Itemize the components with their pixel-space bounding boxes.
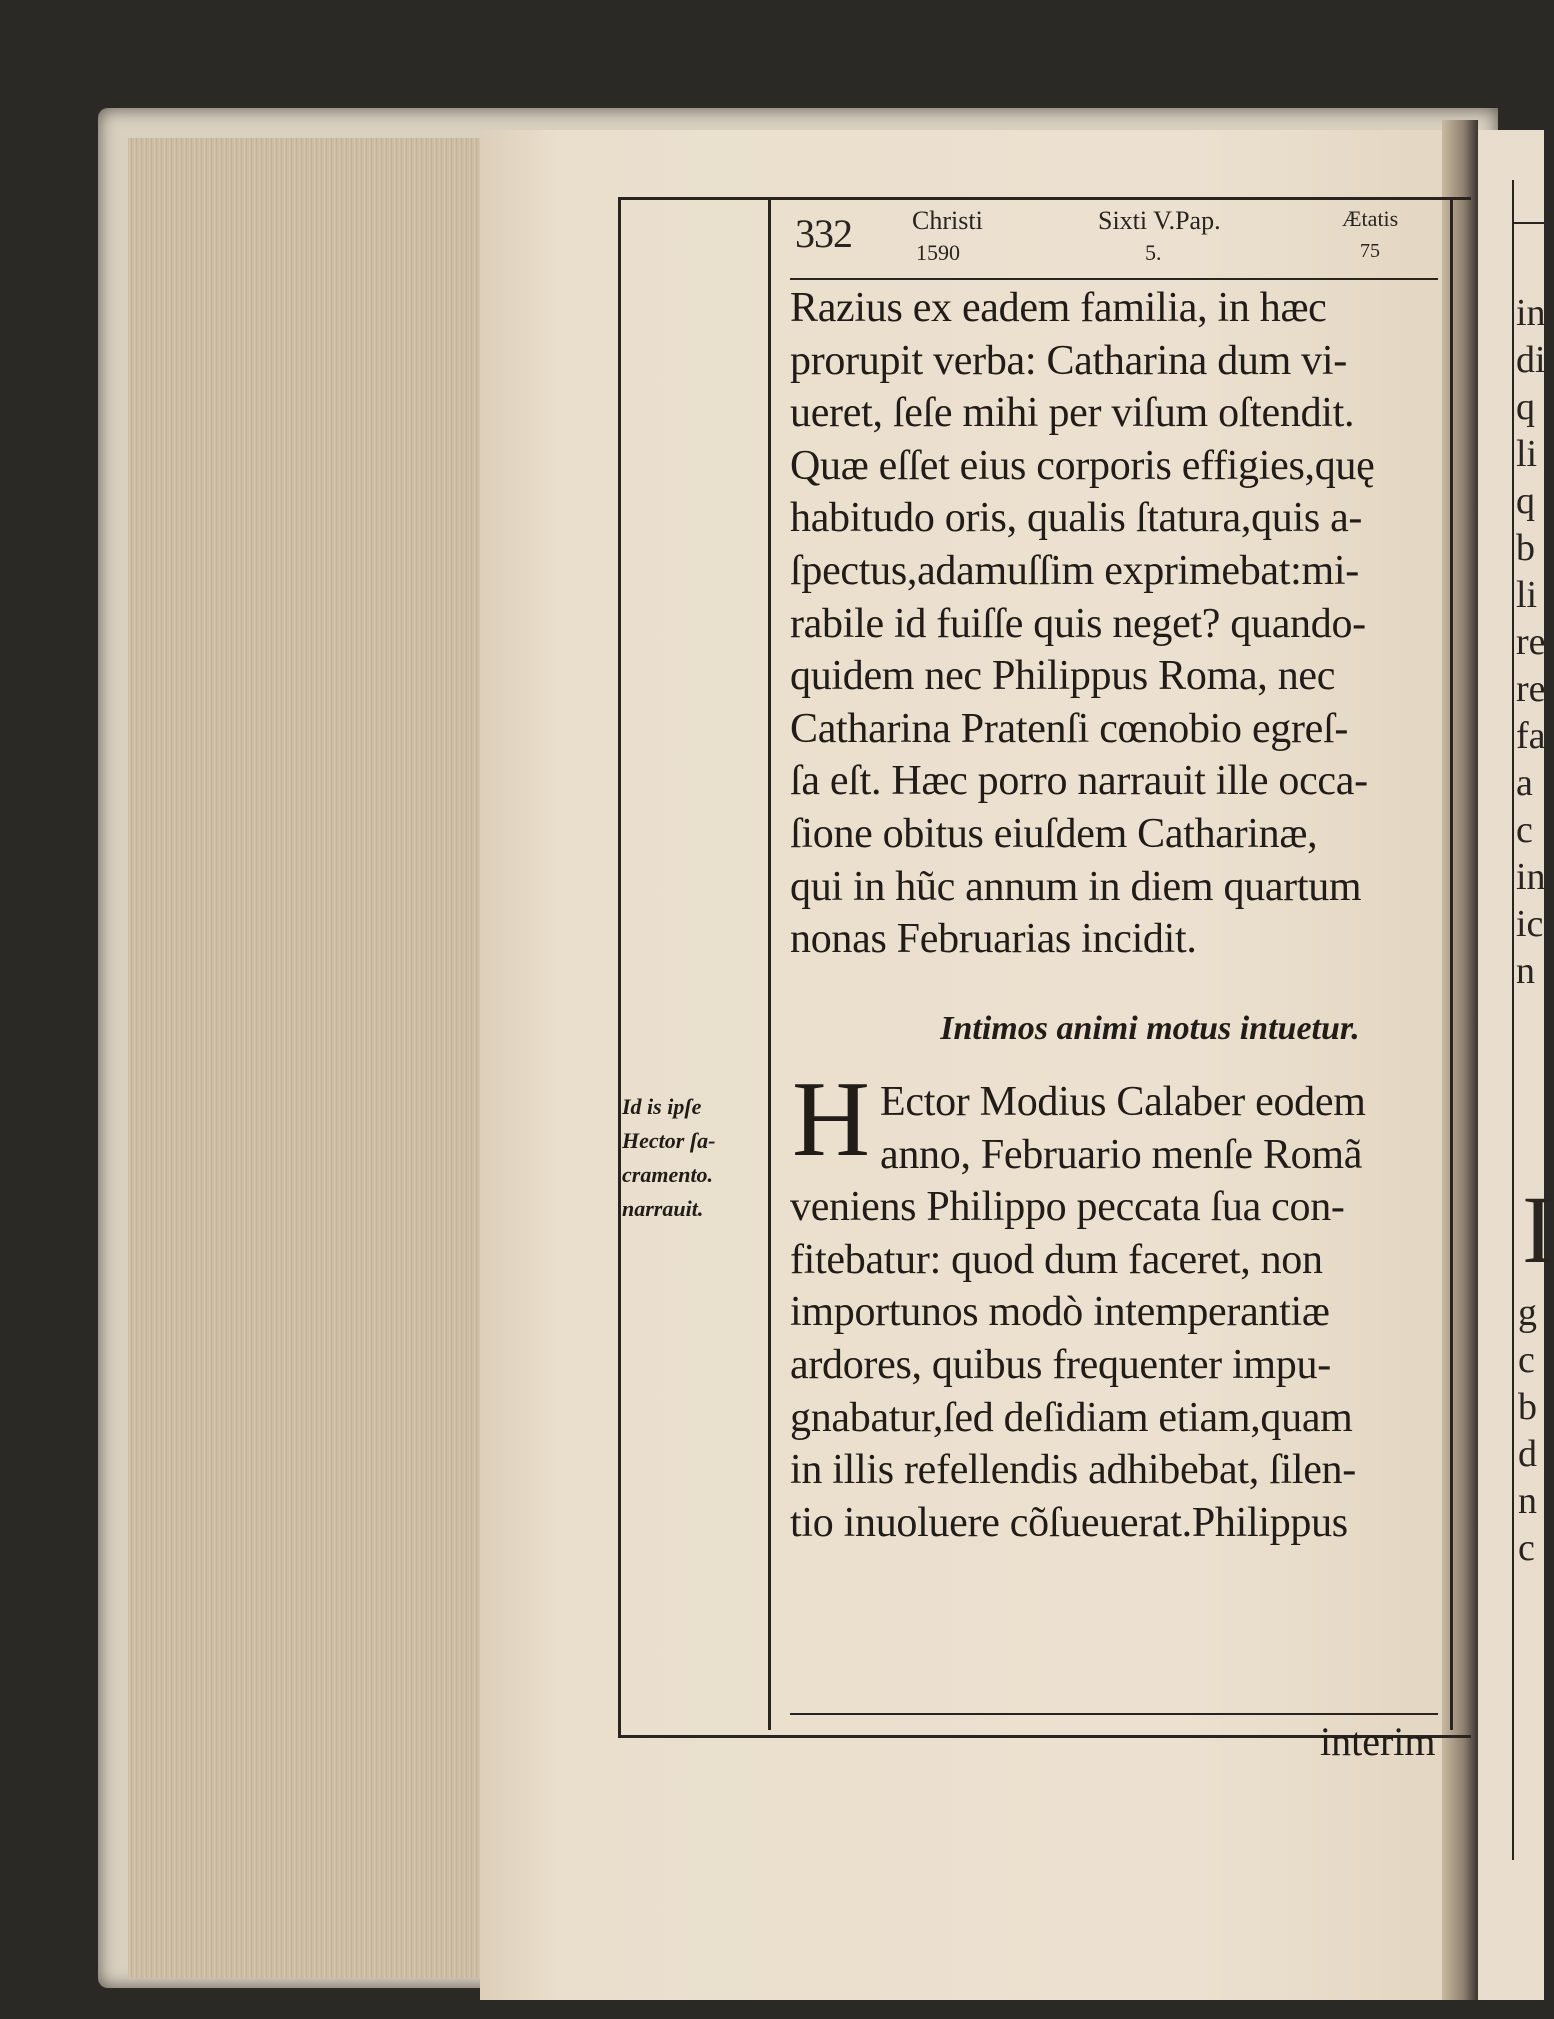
facing-letter: li	[1516, 433, 1538, 475]
facing-letter: di	[1516, 339, 1546, 381]
section-heading: Intimos animi motus intuetur.	[940, 1010, 1360, 1047]
running-head-year: 1590	[916, 240, 960, 265]
running-head-aetatis: Ætatis	[1342, 206, 1399, 231]
running-head-pope: Sixti V.Pap.	[1098, 206, 1221, 235]
facing-page-text-top	[1516, 290, 1544, 995]
facing-letter: in	[1516, 856, 1546, 898]
text-line: anno, Februario menſe Romã	[880, 1131, 1363, 1178]
page-number: 332	[795, 211, 852, 256]
running-head-pontificate-year: 5.	[1145, 240, 1162, 265]
facing-letter: c	[1518, 1339, 1535, 1381]
text-line: habitudo oris, qualis ſtatura,quis a-	[790, 495, 1363, 542]
marginal-note-line: Id is ipſe	[622, 1094, 702, 1119]
facing-letter: q	[1516, 386, 1535, 428]
text-line: importunos modò intemperantiæ	[790, 1289, 1330, 1336]
facing-letter: d	[1518, 1433, 1537, 1475]
facing-page-text-bottom	[1518, 1290, 1544, 1572]
marginal-note-line: narrauit.	[622, 1196, 704, 1221]
text-line: gnabatur,ſed deſidiam etiam,quam	[790, 1394, 1353, 1441]
facing-letter: a	[1516, 762, 1533, 804]
text-line: fitebatur: quod dum faceret, non	[790, 1236, 1323, 1283]
running-head-age: 75	[1360, 240, 1380, 262]
marginal-note-line: Hector ſa-	[622, 1128, 716, 1153]
text-line: tio inuoluere cõſueuerat.Philippus	[790, 1499, 1348, 1546]
text-line: Catharina Pratenſi cœnobio egreſ-	[790, 705, 1349, 752]
text-frame-right-rule	[1450, 200, 1453, 1730]
running-head-christi: Christi	[912, 206, 983, 235]
facing-letter: fa	[1516, 715, 1546, 757]
text-line: ueret, ſeſe mihi per viſum oſtendit.	[790, 390, 1355, 437]
bottom-rule	[790, 1713, 1438, 1715]
facing-letter: n	[1518, 1480, 1537, 1522]
running-head-rule	[790, 278, 1438, 280]
facing-letter: c	[1518, 1527, 1535, 1569]
facing-letter: li	[1516, 574, 1538, 616]
text-line: veniens Philippo peccata ſua con-	[790, 1184, 1345, 1231]
facing-letter: q	[1516, 480, 1535, 522]
text-line: quidem nec Philippus Roma, nec	[790, 653, 1336, 700]
text-line: ſa eſt. Hæc porro narrauit ille occa-	[790, 758, 1368, 805]
text-line: ſpectus,adamuſſim exprimebat:mi-	[790, 547, 1359, 594]
facing-letter: n	[1516, 950, 1535, 992]
facing-letter: b	[1516, 527, 1535, 569]
margin-rule	[768, 200, 771, 1730]
facing-page-head-rule	[1512, 222, 1544, 224]
facing-page-initial: I	[1522, 1176, 1554, 1283]
drop-cap: H	[792, 1060, 870, 1179]
facing-letter: c	[1516, 809, 1533, 851]
text-line: Ector Modius Calaber eodem	[880, 1079, 1366, 1125]
facing-letter: ic	[1516, 903, 1544, 945]
text-line: Razius ex eadem familia, in hæc	[790, 285, 1327, 331]
marginal-note-line: cramento.	[622, 1162, 714, 1187]
paragraph-2	[790, 1076, 1450, 1549]
facing-letter: re	[1516, 621, 1546, 663]
paragraph-1	[790, 282, 1450, 966]
facing-letter: g	[1518, 1292, 1537, 1334]
text-line: nonas Februarias incidit.	[790, 916, 1197, 963]
text-line: in illis refellendis adhibebat, ſilen-	[790, 1447, 1356, 1494]
facing-letter: re	[1516, 668, 1546, 710]
text-line: rabile id fuiſſe quis neget? quando-	[790, 600, 1366, 647]
facing-page-rule	[1512, 180, 1514, 1860]
text-line: Quæ eſſet eius corporis effigies,quę	[790, 442, 1375, 489]
text-line: ſione obitus eiuſdem Catharinæ,	[790, 810, 1318, 857]
facing-letter: b	[1518, 1386, 1537, 1428]
text-line: prorupit verba: Catharina dum vi-	[790, 337, 1347, 384]
facing-letter: in	[1516, 292, 1546, 334]
catchword: interim	[1320, 1719, 1436, 1764]
marginal-note	[622, 1090, 768, 1226]
page-edges	[128, 138, 500, 1978]
text-line: qui in hũc annum in diem quartum	[790, 863, 1362, 910]
text-line: ardores, quibus frequenter impu-	[790, 1341, 1331, 1388]
